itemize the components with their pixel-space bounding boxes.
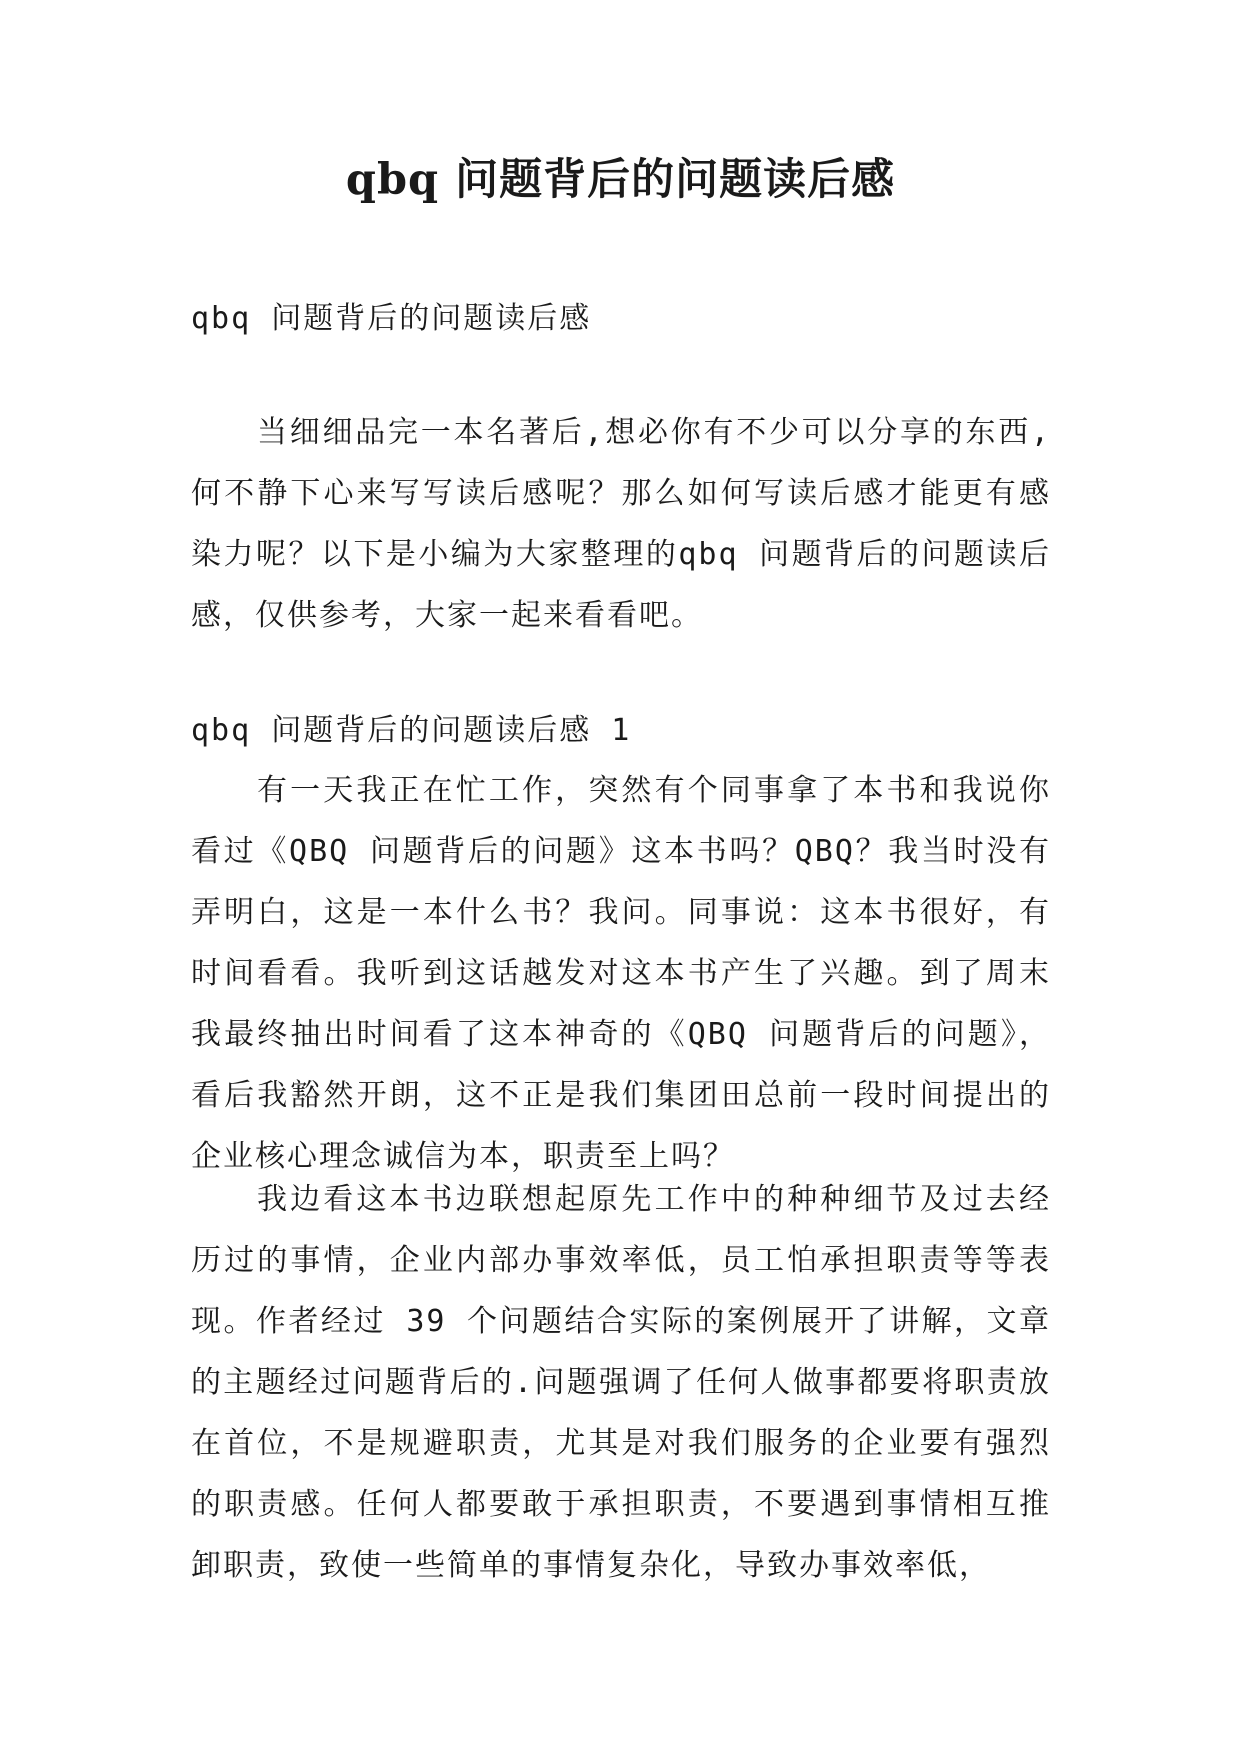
intro-paragraph: 当细细品完一本名著后,想必你有不少可以分享的东西,何不静下心来写写读后感呢？那么如何写读后感才能更有感染力呢？以下是小编为大家整理的qbq 问题背后的问题读后感，仅供参考，大家一起来看看吧。 (191, 415, 1051, 633)
body-paragraph-2: 我边看这本书边联想起原先工作中的种种细节及过去经历过的事情，企业内部办事效率低，员工怕承担职责等等表现。作者经过 39 个问题结合实际的案例展开了讲解，文章的主题经过问题背后的.问题强调了任何人做事都要将职责放在首位，不是规避职责，尤其是对我们服务的企业要有强烈的职责感。任何人都要敢于承担职责，不要遇到事情相互推卸职责，致使一些简单的事情复杂化，导致办事效率低， (191, 1182, 1051, 1583)
section-heading: qbq 问题背后的问题读后感 1 (191, 713, 632, 748)
document-title: qbq 问题背后的问题读后感 (345, 155, 896, 205)
document-subtitle: qbq 问题背后的问题读后感 (191, 301, 592, 336)
body-paragraph-1: 有一天我正在忙工作，突然有个同事拿了本书和我说你看过《QBQ 问题背后的问题》这本书吗？QBQ？我当时没有弄明白，这是一本什么书？我问。同事说：这本书很好，有时间看看。我听到这话越发对这本书产生了兴趣。到了周末我最终抽出时间看了这本神奇的《QBQ 问题背后的问题》，看后我豁然开朗，这不正是我们集团田总前一段时间提出的企业核心理念诚信为本，职责至上吗？ (191, 773, 1051, 1174)
